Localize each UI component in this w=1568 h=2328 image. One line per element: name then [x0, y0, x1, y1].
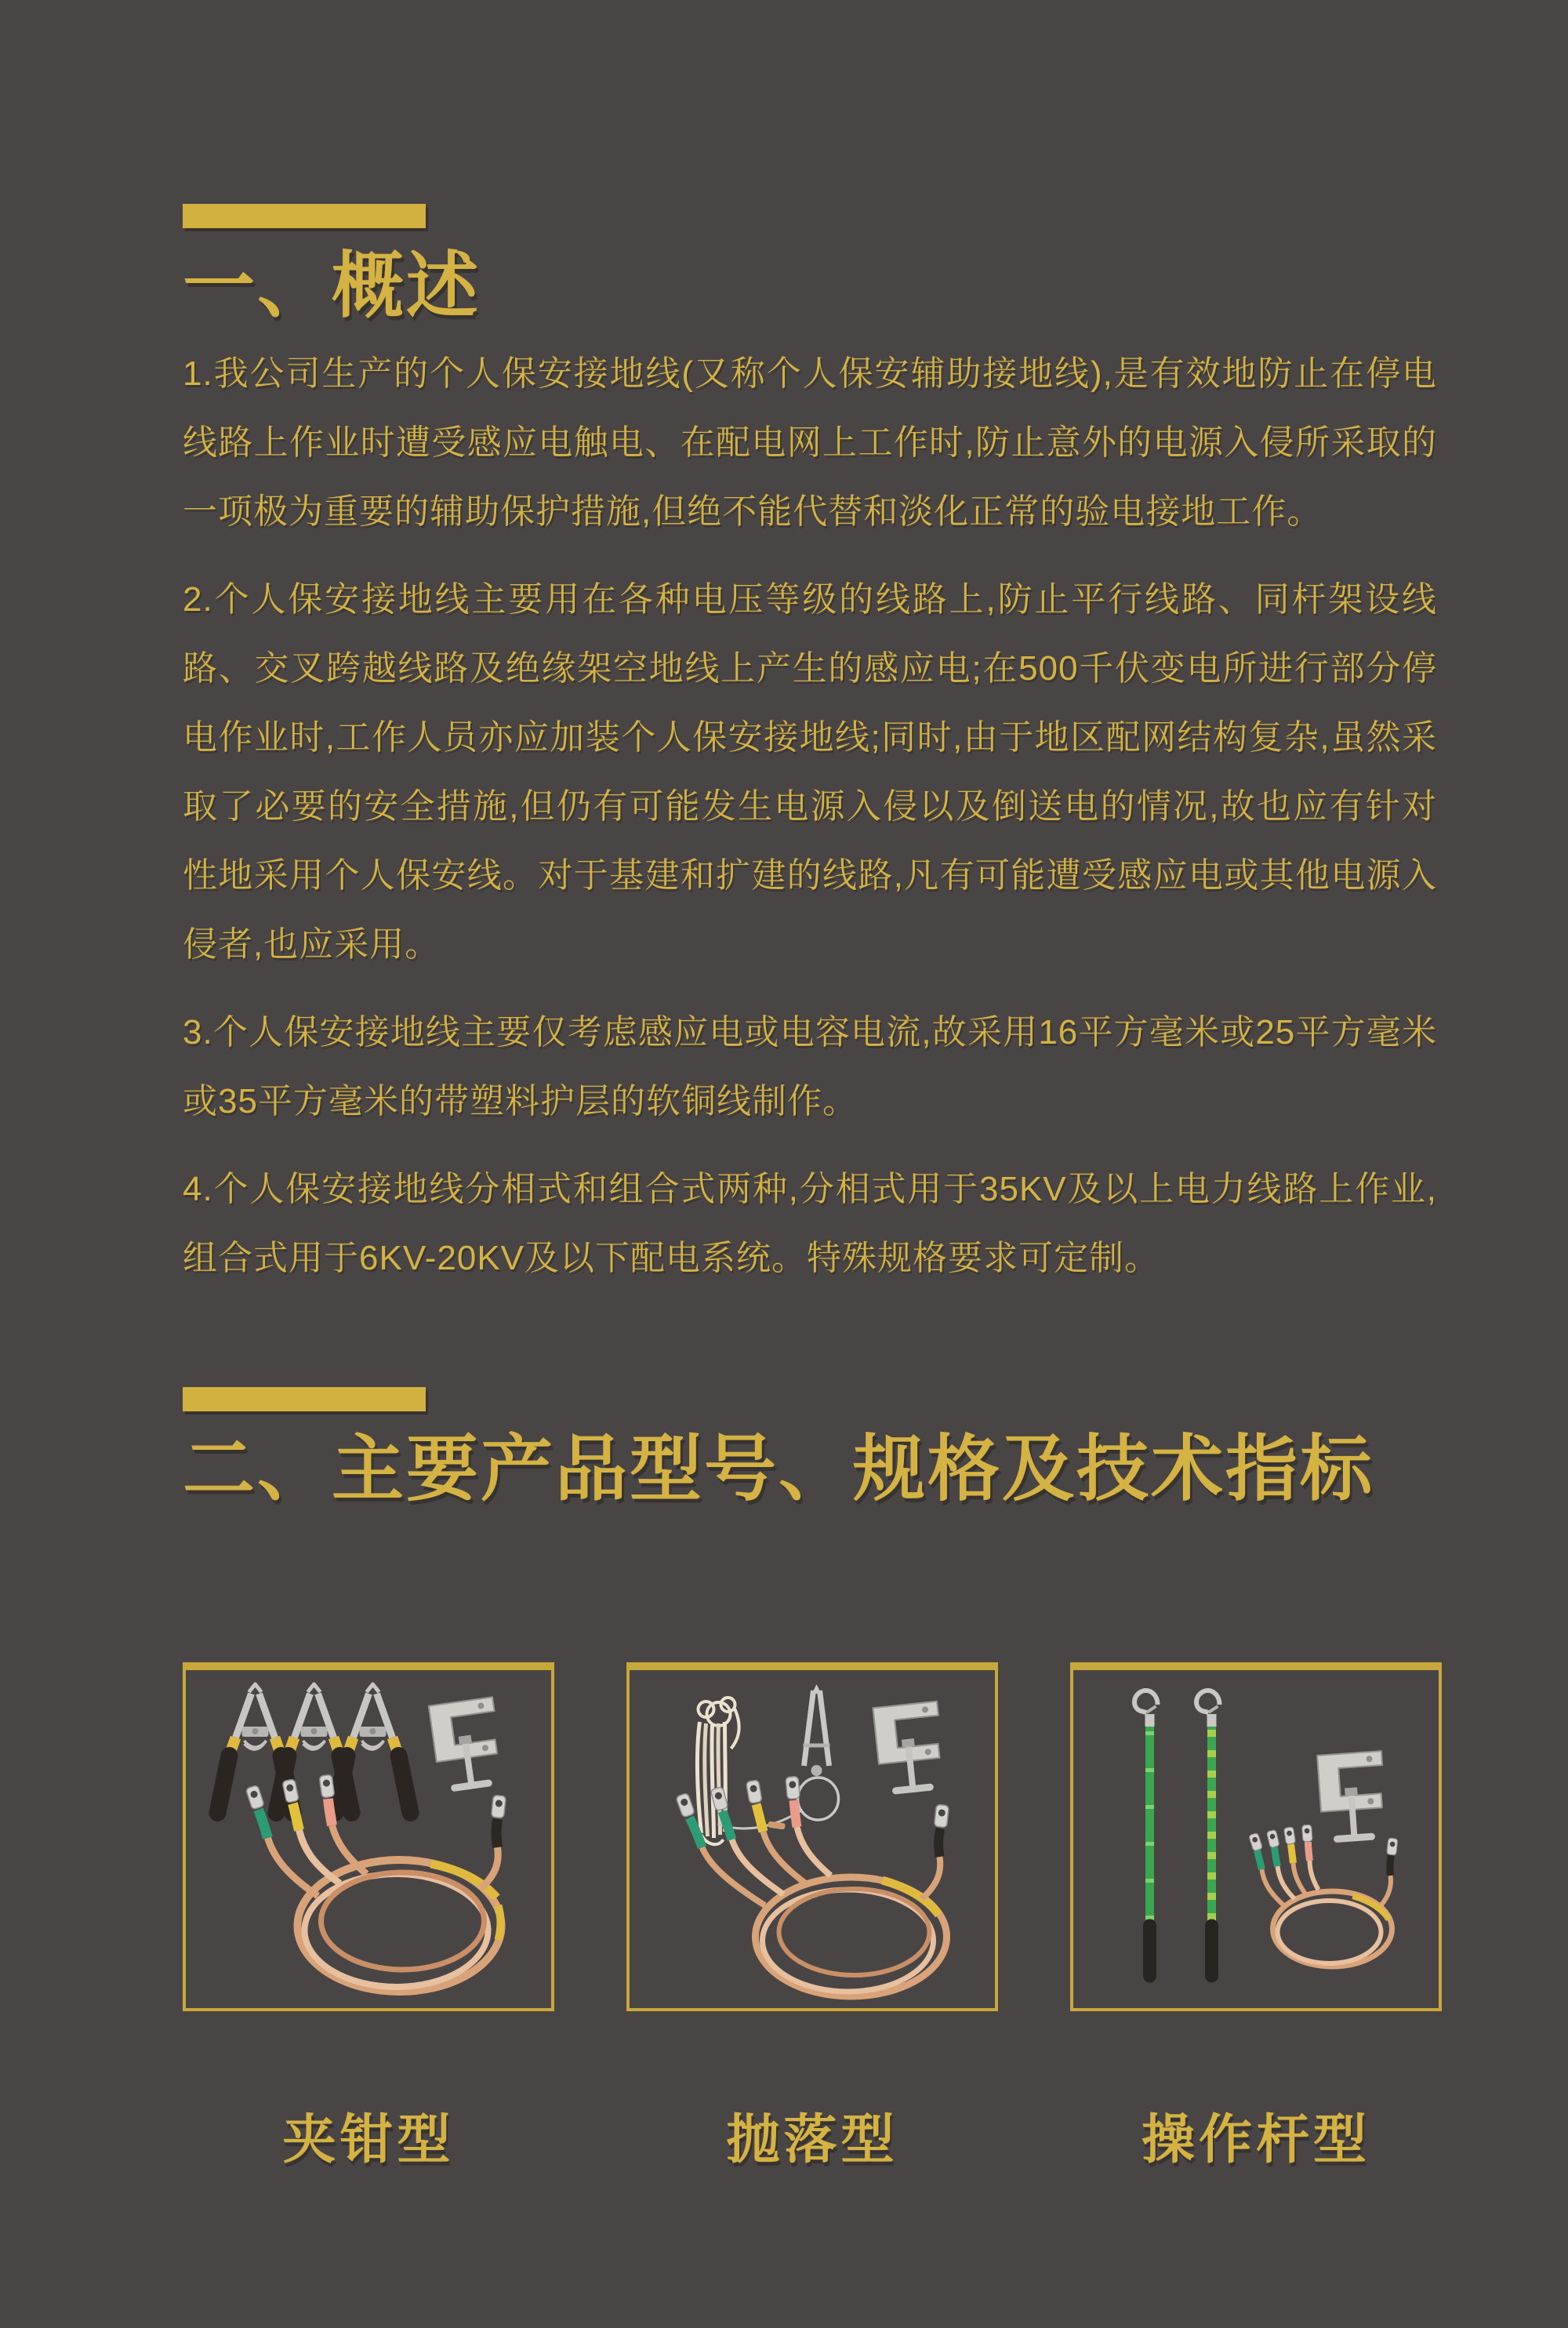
overview-paragraph-1: 1.我公司生产的个人保安接地线(又称个人保安辅助接地线),是有效地防止在停电线路上作业时遭受感应电触电、在配电网上工作时,防止意外的电源入侵所采取的一项极为重要的辅助保护措施,但绝不能代替和淡化正常的验电接地工作。: [183, 354, 1437, 531]
product-card-clamp: [183, 1662, 554, 2174]
product-card-rod: [1070, 1662, 1442, 2174]
product-card-throw: [626, 1662, 998, 2174]
clamp-set-image: [186, 1670, 551, 2008]
overview-accent-bar: [183, 204, 426, 228]
c-clamp-icon: [1317, 1751, 1387, 1840]
products-accent-bar: [183, 1387, 426, 1411]
c-clamp-icon: [873, 1702, 946, 1792]
product-label-throw: 抛落型: [726, 2110, 898, 2170]
overview-paragraph-3: 3.个人保安接地线主要仅考虑感应电或电容电流,故采用16平方毫米或25平方毫米或35平方毫米的带塑料护层的软铜线制作。: [183, 1013, 1437, 1120]
alligator-clamp-icon: [218, 1684, 411, 1813]
throw-line-set-image: [630, 1670, 995, 2008]
product-gallery: [183, 1662, 1448, 2174]
overview-heading: 一、概述: [183, 246, 481, 326]
product-label-rod: 操作杆型: [1141, 2110, 1370, 2170]
c-clamp-icon: [429, 1697, 504, 1789]
copper-cable-coil-icon: [676, 1776, 949, 1996]
operating-rod-set-image: [1073, 1670, 1439, 2008]
product-image-frame-throw: [626, 1662, 998, 2011]
section-products: [183, 1387, 1437, 2174]
products-heading: 二、主要产品型号、规格及技术指标: [183, 1429, 1375, 1509]
product-image-frame-clamp: [183, 1662, 554, 2011]
rope-coil-icon: [697, 1698, 739, 1844]
overview-paragraph-2: 2.个人保安接地线主要用在各种电压等级的线路上,防止平行线路、同杆架设线路、交叉跨越线路及绝缘架空地线上产生的感应电;在500千伏变电所进行部分停电作业时,工作人员亦应加装个人保安接地线;同时,由于地区配网结构复杂,虽然采取了必要的安全措施,但仍有可能发生电源入侵以及倒送电的情况,故也应有针对性地采用个人保安线。对于基建和扩建的线路,凡有可能遭受感应电或其他电源入侵者,也应采用。: [183, 580, 1437, 964]
section-overview: [183, 204, 1437, 1293]
product-image-frame-rod: [1070, 1662, 1442, 2011]
product-label-clamp: 夹钳型: [282, 2110, 455, 2170]
operating-rod-icon: [1134, 1691, 1220, 1976]
overview-paragraph-4: 4.个人保安接地线分相式和组合式两种,分相式用于35KV及以上电力线路上作业,组合式用于6KV-20KV及以下配电系统。特殊规格要求可定制。: [183, 1170, 1437, 1277]
copper-cable-coil-icon: [1249, 1825, 1398, 1967]
